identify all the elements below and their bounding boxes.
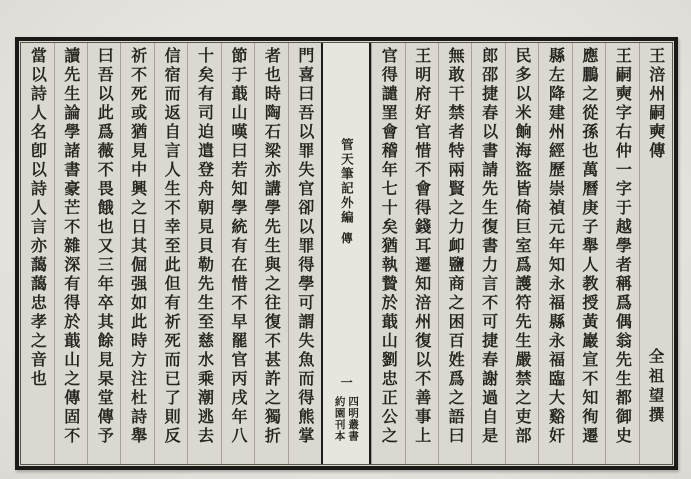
column-text: 者也時陶石梁亦講學先生與之往復不甚許之獨折 (262, 47, 282, 446)
body-column (187, 43, 220, 464)
body-column (120, 43, 153, 464)
title-column (639, 43, 672, 464)
column-text: 十矣有司迫遣登舟朝見貝勒先生至慈水乘潮逃去 (195, 47, 215, 446)
column-text: 縣左降建州經歷崇禎元年知永福縣永福臨大谿奸 (546, 47, 566, 446)
body-column (438, 43, 471, 464)
folio-page-number: 一 (339, 376, 354, 391)
column-text: 民多以米餉海盜皆倚巨室爲護符先生嚴禁之吏部 (513, 47, 533, 446)
column-text: 王明府好官惜不會得錢耳遷知涪州復以不善事上 (412, 47, 432, 446)
folio-imprint (334, 396, 358, 442)
page-title: 王涪州嗣奭傳 (646, 47, 666, 161)
body-column (572, 43, 605, 464)
column-text: 曰吾以此爲薇不畏餓也又三年卒其餘見杲堂傳予 (95, 47, 115, 446)
folio-section-label: 傳 (339, 232, 354, 244)
body-column (87, 43, 120, 464)
column-text: 當以詩人名卽以詩人言亦藹藹忠孝之音也 (28, 47, 48, 389)
body-column (288, 43, 321, 464)
author-name: 全祖望撰 (646, 348, 666, 426)
series-title: 四明叢書 (347, 396, 360, 442)
body-column (505, 43, 538, 464)
body-column (254, 43, 287, 464)
column-text: 節于蕺山嘆曰若知學統有在惜不早罷官丙戌年八 (228, 47, 248, 446)
body-column (371, 43, 404, 464)
column-text: 信宿而返自言人生不幸至此但有祈死而已了則反 (162, 47, 182, 446)
column-text: 門喜曰吾以罪失官卻以罪得學可謂失魚而得熊掌 (295, 47, 315, 446)
column-text: 祈不死或猶見中興之日其倔强如此時方注杜詩舉 (128, 47, 148, 446)
body-column (538, 43, 571, 464)
text-block (20, 42, 673, 465)
folio-book-title: 管天筆記外編 (339, 138, 355, 225)
folio-column (321, 43, 371, 464)
column-text: 官得譴罣會稽年七十矣猶執贄於蕺山劉忠正公之 (379, 47, 399, 446)
body-column (221, 43, 254, 464)
body-column (405, 43, 438, 464)
column-text: 應鵬之從孫也萬曆庚子舉人教授黃巖宣不知徇遷 (579, 47, 599, 446)
column-text: 郎邵捷春以書請先生復書力言不可捷春謝過自是 (479, 47, 499, 446)
body-column (21, 43, 53, 464)
edition-label: 約園刊本 (333, 396, 346, 442)
page-frame (15, 37, 678, 470)
body-column (54, 43, 87, 464)
column-text: 無敢干禁者特兩賢之力卹鹽商之困百姓爲之語曰 (446, 47, 466, 446)
body-column (154, 43, 187, 464)
body-column (605, 43, 638, 464)
column-text: 讀先生論學諸書豪芒不雜深有得於蕺山之傳固不 (61, 47, 81, 446)
column-text: 王嗣奭字右仲一字于越學者稱爲偶翁先生都御史 (613, 47, 633, 446)
body-column (471, 43, 504, 464)
